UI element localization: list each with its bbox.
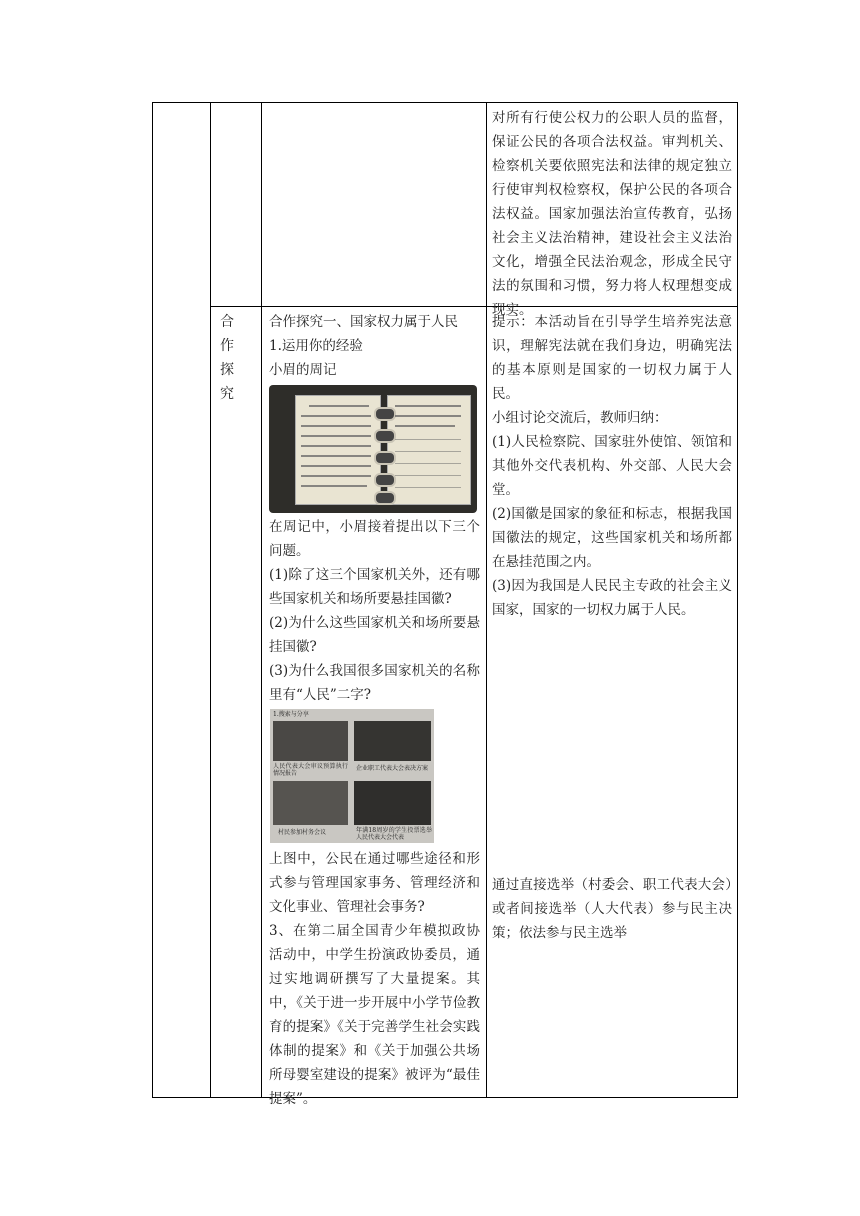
handwriting-line xyxy=(301,485,367,487)
handwriting-line xyxy=(395,425,455,427)
ruled-line xyxy=(395,475,461,476)
handwriting-line xyxy=(301,435,371,437)
diary-image xyxy=(269,385,477,513)
ruled-line xyxy=(395,439,461,440)
handwriting-line xyxy=(301,445,371,447)
guidance-hint: 提示：本活动旨在引导学生培养宪法意识，理解宪法就在我们身边，明确宪法的基本原则是国家的一切权力属于人民。 xyxy=(492,314,732,402)
photo-caption: 年满18周岁的学生投票选举人民代表大会代表 xyxy=(356,827,432,841)
ruled-line xyxy=(395,463,461,464)
question-2: (2)为什么这些国家机关和场所要悬挂国徽? xyxy=(269,615,480,655)
stage-label: 合作探究 xyxy=(220,314,234,402)
row1-guidance-text: 对所有行使公权力的公职人员的监督，保证公民的各项合法权益。审判机关、检察机关要依照宪法和法律的规定独立行使审判权检察权，保护公民的各项合法权益。国家加强法治宣传教育，弘扬社会主义法治精神，建设社会主义法治文化，增强全民法治观念，形成全民守法的氛围和习惯，努力将人权理想变成现实。 xyxy=(492,110,732,318)
table-border-top xyxy=(152,102,738,103)
table-border-right xyxy=(737,102,738,1098)
table-border-col3 xyxy=(261,102,262,1098)
photo-student-vote xyxy=(354,781,431,825)
table-border-col4 xyxy=(486,102,487,1098)
guidance-answer-3: (3)因为我国是人民民主专政的社会主义国家，国家的一切权力属于人民。 xyxy=(492,578,732,618)
diary-ring xyxy=(374,491,396,505)
photo-caption: 村民参加村务会议 xyxy=(278,829,327,836)
photo-npc-session xyxy=(273,721,348,761)
table-border-col2 xyxy=(210,102,211,1098)
photo-workers-congress xyxy=(354,721,431,761)
photo-sheet-header: 1.搜索与分享 xyxy=(273,711,309,718)
photo-village-meeting xyxy=(273,781,348,825)
guidance-cell xyxy=(492,310,732,622)
handwriting-line xyxy=(301,455,371,457)
handwriting-line xyxy=(395,415,461,417)
question-3: (3)为什么我国很多国家机关的名称里有“人民”二字? xyxy=(269,663,480,703)
handwriting-line xyxy=(301,465,371,467)
handwriting-line xyxy=(301,475,371,477)
diary-ring xyxy=(374,473,396,487)
handwriting-line xyxy=(301,415,371,417)
photo-answer: 通过直接选举（村委会、职工代表大会）或者间接选举（人大代表）参与民主决策；依法参与民主选举 xyxy=(492,877,732,941)
row1-guidance-cell xyxy=(492,106,732,322)
guidance-summary-intro: 小组讨论交流后，教师归纳： xyxy=(492,410,668,426)
photo-question: 上图中，公民在通过哪些途径和形式参与管理国家事务、管理经济和文化事业、管理社会事务? xyxy=(269,851,480,915)
guidance-answer-2: (2)国徽是国家的象征和标志，根据我国国徽法的规定，这些国家机关和场所都在悬挂范围之内。 xyxy=(492,506,732,570)
ruled-line xyxy=(395,487,461,488)
question-1: (1)除了这三个国家机关外，还有哪些国家机关和场所要悬挂国徽? xyxy=(269,567,480,607)
activity-cell xyxy=(269,310,480,1111)
handwriting-line xyxy=(309,405,369,407)
diary-ring xyxy=(374,429,396,443)
handwriting-line xyxy=(395,405,461,407)
diary-ring xyxy=(374,407,396,421)
guidance-answer-1: (1)人民检察院、国家驻外使馆、领馆和其他外交代表机构、外交部、人民大会堂。 xyxy=(492,434,732,498)
handwriting-line xyxy=(301,425,371,427)
activity-item1: 1.运用你的经验 xyxy=(269,338,363,354)
activity-item3: 3、在第二届全国青少年模拟政协活动中，中学生扮演政协委员，通过实地调研撰写了大量提案。其中，《关于进一步开展中小学节俭教育的提案》《关于完善学生社会实践体制的提案》和《关于加强公共场所母婴室建设的提案》被评为“最佳提案”。 xyxy=(269,923,480,1107)
table-border-left xyxy=(152,102,153,1098)
diary-title: 小眉的周记 xyxy=(269,362,337,378)
diary-right-page xyxy=(387,395,471,505)
activity-heading: 合作探究一、国家权力属于人民 xyxy=(269,314,458,330)
diary-left-page xyxy=(295,395,381,505)
ruled-line xyxy=(395,451,461,452)
photo-caption: 企业职工代表大会表决方案 xyxy=(356,765,429,772)
photo-answer-cell xyxy=(492,873,732,945)
diary-ring xyxy=(374,451,396,465)
photo-caption: 人民代表大会审议预算执行情况报告 xyxy=(273,763,348,777)
diary-intro: 在周记中，小眉接着提出以下三个问题。 xyxy=(269,519,480,559)
participation-photos xyxy=(270,709,434,843)
